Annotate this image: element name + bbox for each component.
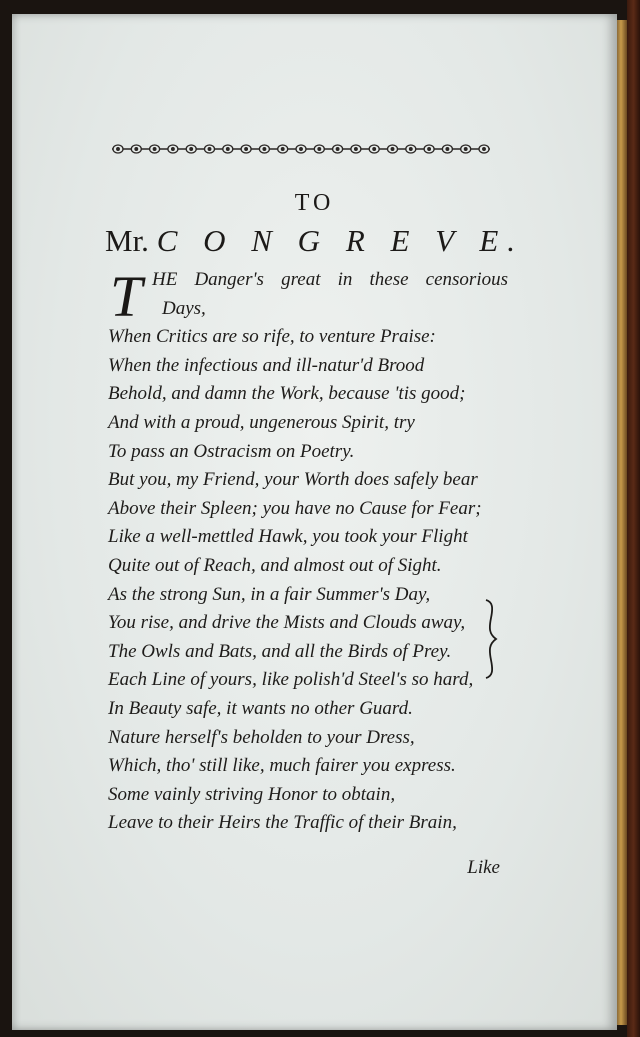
ornament-dot	[483, 148, 486, 151]
poem-line: In Beauty safe, it wants no other Guard.	[108, 697, 413, 719]
ornament-dot	[391, 148, 394, 151]
poem-line: Leave to their Heirs the Traffic of their Brain,	[108, 812, 457, 834]
poem-line: Above their Spleen; you have no Cause for Fear;	[108, 497, 482, 519]
page-edge	[617, 20, 627, 1025]
poem-line: You rise, and drive the Mists and Clouds away,	[108, 612, 466, 634]
poem-line: Behold, and damn the Work, because 'tis good;	[108, 383, 466, 405]
catchword: Like	[467, 857, 500, 878]
poem-line: HE Danger's great in these censorious	[152, 269, 508, 290]
poem-line: As the strong Sun, in a fair Summer's Day,	[108, 583, 431, 605]
ornament-dot	[245, 148, 248, 151]
ornament-dot	[227, 148, 230, 151]
ornament-dot	[336, 148, 339, 151]
heading-to: TO	[294, 190, 335, 216]
poem	[108, 266, 508, 838]
ornament-dot	[373, 148, 376, 151]
poem-line: And with a proud, ungenerous Spirit, try	[108, 411, 415, 433]
ornament-dot	[410, 148, 413, 151]
poem-line: When Critics are so rife, to venture Praise:	[108, 326, 436, 348]
poem-line: Like a well-mettled Hawk, you took your Flight	[108, 526, 468, 548]
poem-line: Nature herself's beholden to your Dress,	[108, 726, 415, 748]
ornament-dot	[300, 148, 303, 151]
drop-cap: T	[110, 264, 143, 329]
ornament-dot	[190, 148, 193, 151]
ornament-dot	[446, 148, 449, 151]
ornament-dot	[135, 148, 138, 151]
poem-line: Each Line of yours, like polish'd Steel's so hard,	[108, 669, 474, 691]
ornament-dot	[172, 148, 175, 151]
book-spine	[627, 0, 640, 1037]
poem-line: Some vainly striving Honor to obtain,	[108, 783, 396, 805]
ornament-dot	[318, 148, 321, 151]
ornament-dot	[117, 148, 120, 151]
ornament-dot	[281, 148, 284, 151]
poem-line: Quite out of Reach, and almost out of Sight.	[108, 554, 442, 576]
poem-line: The Owls and Bats, and all the Birds of Prey.	[108, 640, 452, 662]
heading-surname: C O N G R E V E.	[156, 223, 524, 258]
ornament-dot	[355, 148, 358, 151]
ornament-dot	[464, 148, 467, 151]
heading-honorific: Mr.	[105, 223, 149, 258]
triplet-brace	[483, 598, 499, 680]
poem-line: When the infectious and ill-natur'd Brood	[108, 354, 425, 376]
poem-line: To pass an Ostracism on Poetry.	[108, 440, 355, 462]
ornament-dot	[208, 148, 211, 151]
heading-name	[12, 223, 617, 259]
ornament-dot	[263, 148, 266, 151]
poem-line: Which, tho' still like, much fairer you express.	[108, 755, 456, 777]
poem-line: But you, my Friend, your Worth does safely bear	[108, 469, 478, 491]
ornament-rule	[108, 138, 494, 160]
ornament-dot	[428, 148, 431, 151]
ornament-dot	[153, 148, 156, 151]
poem-line: Days,	[162, 297, 206, 319]
book-page	[12, 14, 617, 1030]
